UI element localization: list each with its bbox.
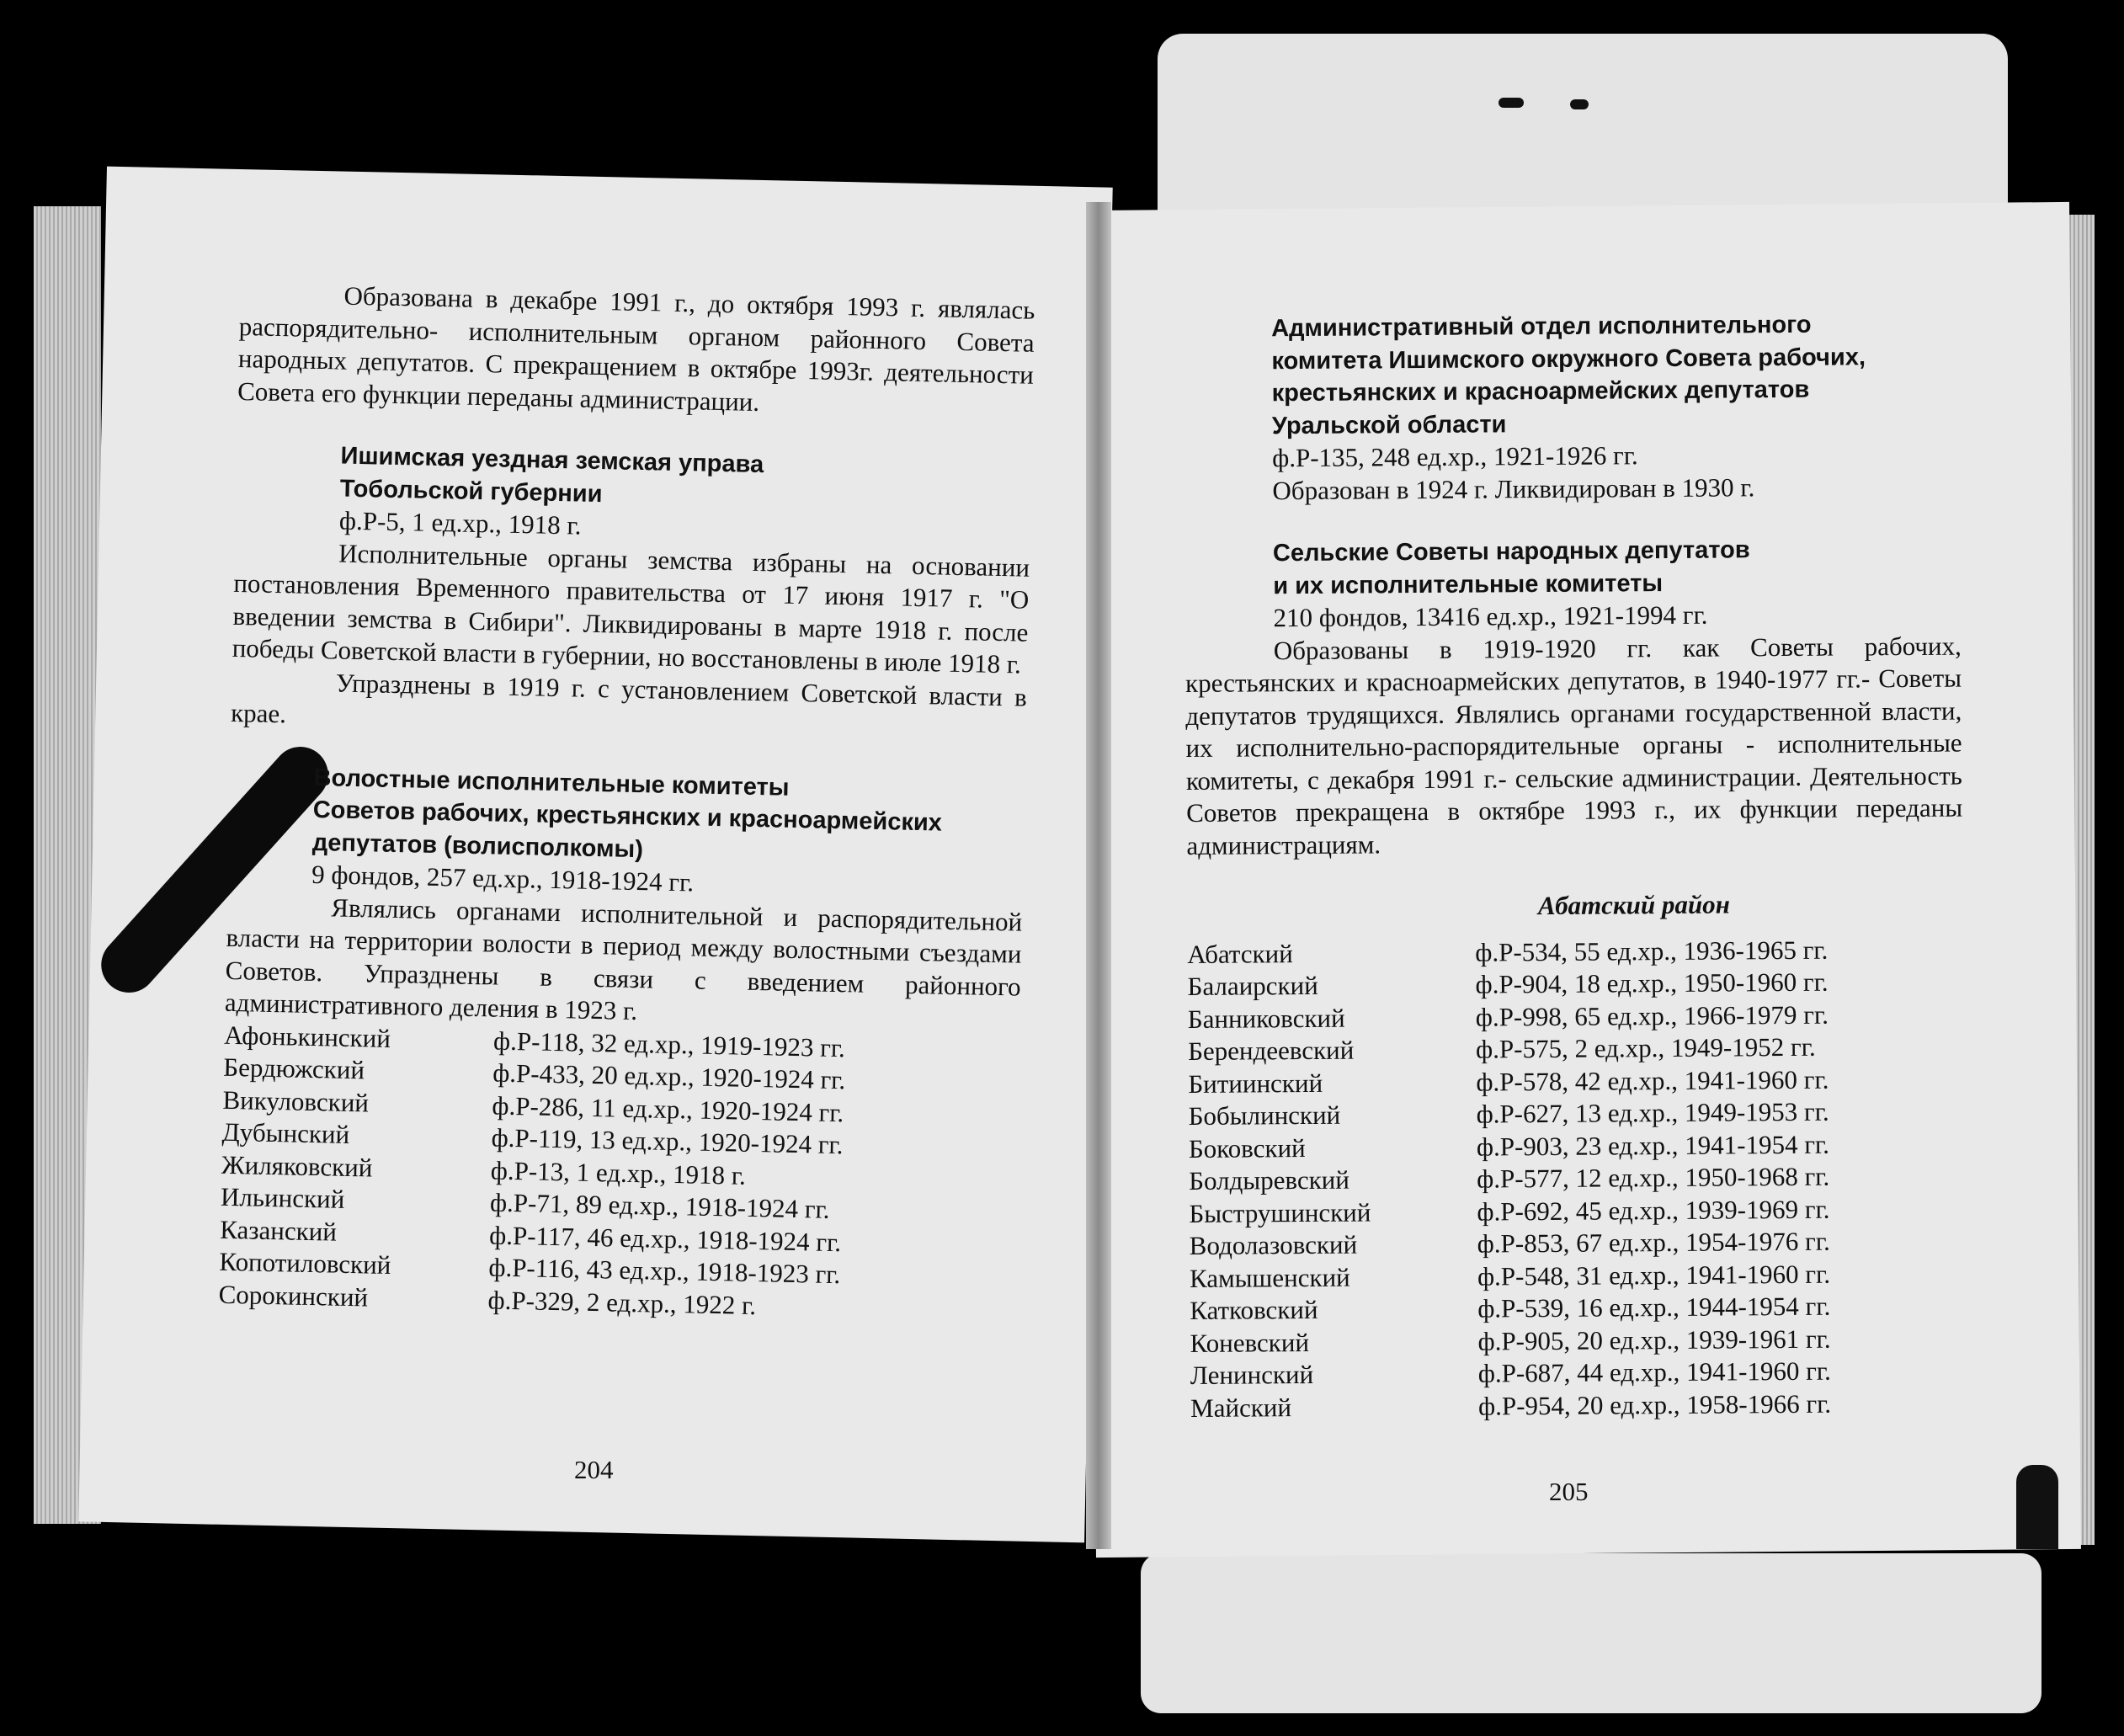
table-row [1190,1226,1830,1263]
heading-line: Ишимская уездная земская управа [340,442,764,479]
row-name: Ильинский [220,1181,345,1214]
heading-line: Сельские Советы народных депутатов [1272,536,1750,567]
book-gutter [1086,202,1111,1549]
row-name: Казанский [219,1214,338,1247]
table-row [1187,967,1828,1004]
row-fund: ф.Р-286, 11 ед.хр., 1920-1924 гг. [492,1089,844,1127]
row-fund: ф.Р-71, 89 ед.хр., 1918-1924 гг. [489,1187,830,1224]
row-name: Дубынский [221,1116,350,1149]
row-fund: ф.Р-998, 65 ед.хр., 1966-1979 гг. [1475,999,1829,1032]
row-fund: ф.Р-13, 1 ед.хр., 1918 г. [490,1154,747,1190]
row-name: Балаирский [1187,970,1318,1001]
row-name: Абатский [1187,938,1293,969]
table-row [1189,1096,1829,1133]
row-fund: ф.Р-577, 12 ед.хр., 1950-1968 гг. [1477,1161,1830,1194]
row-name: Берендеевский [1187,1035,1355,1066]
row-fund: ф.Р-903, 23 ед.хр., 1941-1954 гг. [1476,1129,1830,1162]
row-fund: ф.Р-904, 18 ед.хр., 1950-1960 гг. [1475,967,1829,999]
foam-support-bottom [1141,1553,2041,1713]
village-fund-table [1187,934,1831,1424]
row-name: Сорокинский [218,1279,369,1312]
row-fund: ф.Р-548, 31 ед.хр., 1941-1960 гг. [1477,1259,1831,1291]
row-fund: ф.Р-534, 55 ед.хр., 1936-1965 гг. [1475,935,1829,967]
section-heading [1271,308,1960,443]
row-fund: ф.Р-954, 20 ед.хр., 1958-1966 гг. [1477,1388,1832,1421]
table-row [1190,1258,1830,1295]
paragraph: Являлись органами исполнительной и распорядительной власти на территории волости в период между волостными съездами Советов. Упразднены в связи с введением районного административного деления в 1923 г. [224,892,1023,1026]
row-fund: ф.Р-116, 43 ед.хр., 1918-1923 гг. [488,1252,841,1290]
page-clamp-tab [2016,1465,2058,1549]
table-row [1189,1193,1829,1230]
section-heading [1273,533,1962,603]
row-name: Копотиловский [219,1246,391,1281]
table-row [1189,1128,1829,1165]
heading-line: Волостные исполнительные комитеты [313,764,790,801]
row-fund: ф.Р-578, 42 ед.хр., 1941-1960 гг. [1476,1064,1829,1097]
page-number-right: 205 [1549,1477,1589,1506]
section-zemstvo [235,438,1032,551]
row-name: Афонькинский [223,1020,391,1053]
row-fund: ф.Р-118, 32 ед.хр., 1919-1923 гг. [492,1025,846,1062]
row-fund: ф.Р-687, 44 ед.хр., 1941-1960 гг. [1477,1355,1831,1388]
table-row [1187,934,1828,971]
table-row [1190,1387,1831,1424]
row-name: Жиляковский [221,1149,373,1183]
row-name: Бердюжский [223,1052,365,1085]
row-fund: ф.Р-692, 45 ед.хр., 1939-1969 гг. [1477,1194,1830,1227]
row-name: Майский [1190,1392,1292,1423]
row-name: Болдыревский [1189,1164,1349,1195]
row-fund: ф.Р-575, 2 ед.хр., 1949-1952 гг. [1475,1031,1816,1064]
volost-fund-table [218,1019,846,1323]
region-title: Абатский район [1537,889,1731,921]
heading-line: и их исполнительные комитеты [1273,569,1664,599]
row-fund: ф.Р-539, 16 ед.хр., 1944-1954 гг. [1477,1291,1831,1323]
fund-reference: 210 фондов, 13416 ед.хр., 1921-1994 гг. [1273,599,1708,633]
right-page-content [1183,308,1967,1424]
row-name: Бобылинский [1188,1100,1341,1131]
fund-reference: ф.Р-5, 1 ед.хр., 1918 г. [338,505,582,541]
page-number-left: 204 [574,1455,614,1484]
paragraph: Образованы в 1919-1920 гг. как Советы рабочих, крестьянских и красноармейских депутатов, в 1940-1977 гг.- Советы депутатов трудящихся. Являлись органами государственной власти, их исполнительно-распорядительные органы - исполнительные комитеты, с декабря 1991 г.- сельские администрации. Деятельность Советов прекращена в октябре 1993 г., их функции переданы администрациям. [1184,631,1963,860]
section-heading [312,761,1025,873]
table-row [1190,1355,1831,1393]
row-fund: ф.Р-117, 46 ед.хр., 1918-1924 гг. [488,1219,842,1257]
left-page-content [218,278,1035,1328]
row-name: Ленинский [1190,1359,1314,1390]
table-row [1188,1063,1829,1100]
row-fund: ф.Р-329, 2 ед.хр., 1922 г. [487,1284,757,1320]
section-volost [227,759,1025,906]
section-admin-dept [1183,308,1961,508]
section-village-soviets [1184,533,1962,636]
paragraph: Исполнительные органы земства избраны на основании постановления Временного правительства от 17 июня 1917 г. "О введении земства в Сибири". Ликвидированы в марте 1918 г. после победы Советской власти в губернии, но восстановлены в июле 1918 г. [232,538,1030,679]
row-fund: ф.Р-433, 20 ед.хр., 1920-1924 гг. [492,1057,846,1095]
table-row [1190,1323,1830,1360]
heading-line: Тобольской губернии [339,475,603,508]
heading-line: Советов рабочих, крестьянских и красноармейских [312,796,943,837]
row-name: Банниковский [1187,1003,1345,1034]
table-row [1189,1161,1829,1198]
heading-line: Административный отдел исполнительного [1271,311,1812,343]
row-fund: ф.Р-627, 13 ед.хр., 1949-1953 гг. [1476,1096,1829,1129]
intro-paragraph: Образована в декабре 1991 г., до октября 1993 г. являлась распорядительно- исполнительным органом районного Совета народных депутатов. С прекращением в октябре 1993г. деятельности Совета его функции переданы администрации. [237,280,1035,417]
row-name: Коневский [1190,1327,1310,1358]
row-name: Катковский [1190,1294,1318,1325]
paragraph: Упразднены в 1919 г. с установлением Советской власти в крае. [230,667,1028,729]
foam-mark [1499,98,1524,108]
table-row [1188,1031,1829,1068]
row-name: Викуловский [222,1084,370,1117]
row-name: Битиинский [1188,1068,1323,1099]
row-fund: ф.Р-905, 20 ед.хр., 1939-1961 гг. [1477,1323,1831,1356]
row-fund: ф.Р-853, 67 ед.хр., 1954-1976 гг. [1477,1226,1830,1259]
row-name: Камышенский [1189,1262,1350,1293]
row-name: Боковский [1188,1132,1306,1164]
note: Образован в 1924 г. Ликвидирован в 1930 г. [1272,471,1755,505]
heading-line: Уральской области [1271,410,1507,439]
table-row [1190,1291,1830,1328]
row-name: Водолазовский [1189,1229,1358,1260]
foam-mark [1570,99,1589,109]
fund-reference: ф.Р-135, 248 ед.хр., 1921-1926 гг. [1272,440,1638,473]
table-row [1188,998,1829,1036]
fund-reference: 9 фондов, 257 ед.хр., 1918-1924 гг. [311,859,695,897]
heading-line: депутатов (волисполкомы) [311,828,644,863]
heading-line: комитета Ишимского окружного Совета рабочих, [1271,343,1866,375]
row-fund: ф.Р-119, 13 ед.хр., 1920-1924 гг. [491,1122,844,1160]
row-name: Быструшинский [1189,1196,1371,1228]
heading-line: крестьянских и красноармейских депутатов [1271,375,1810,407]
